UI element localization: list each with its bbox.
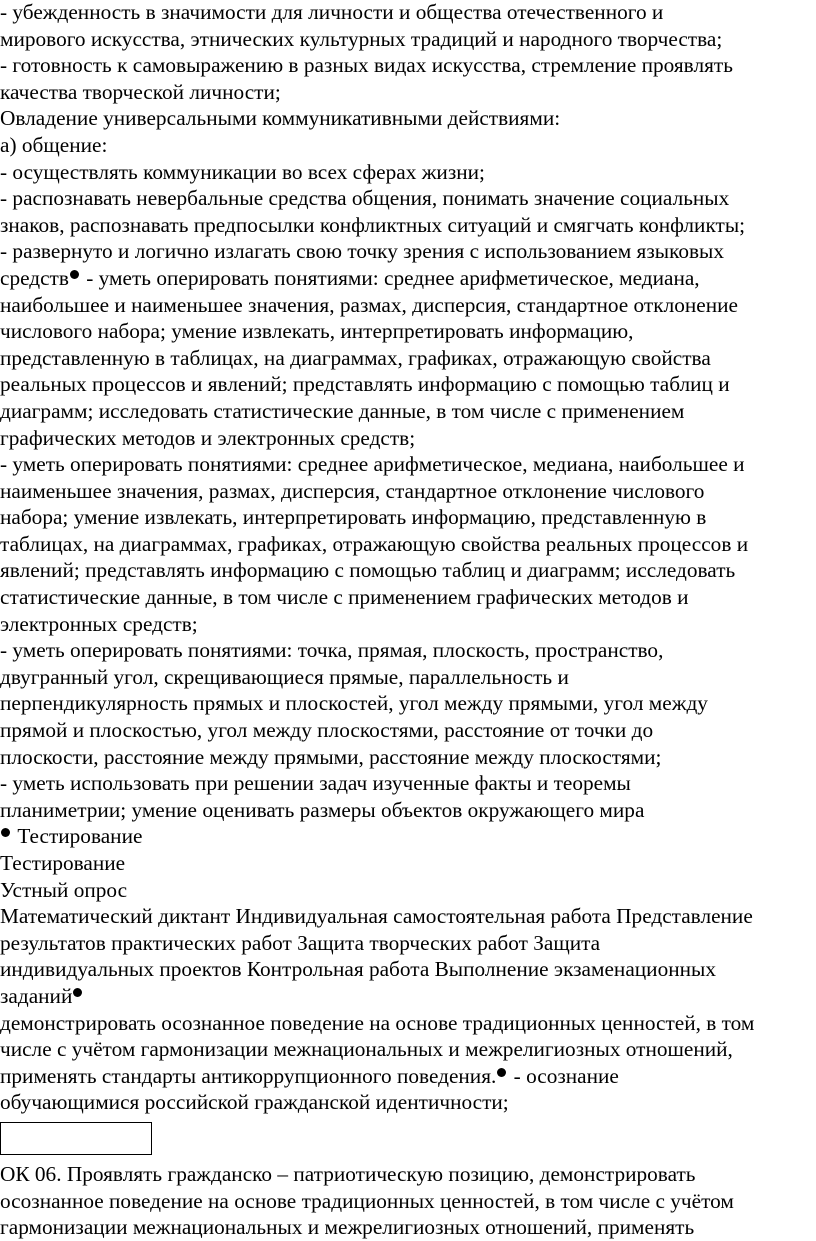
text-segment: применять стандарты антикоррупционного поведения.: [0, 1063, 497, 1088]
bullet-icon: [497, 1068, 506, 1077]
text-line: представленную в таблицах, на диаграммах, графиках, отражающую свойства: [0, 345, 711, 370]
text-line: плоскости, расстояние между прямыми, расстояние между плоскостями;: [0, 744, 662, 769]
text-line: качества творческой личности;: [0, 79, 281, 104]
text-segment: - уметь оперировать понятиями: среднее арифметическое, медиана,: [80, 265, 700, 290]
text-line: Устный опрос: [0, 877, 128, 902]
text-line: графических методов и электронных средств;: [0, 425, 416, 450]
text-line: наименьшее значения, размах, дисперсия, стандартное отклонение числового: [0, 478, 705, 503]
text-line: диаграмм; исследовать статистические данные, в том числе с применением: [0, 398, 685, 423]
text-line: - распознавать невербальные средства общения, понимать значение социальных: [0, 186, 730, 211]
text-line: двугранный угол, скрещивающиеся прямые, параллельность и: [0, 664, 569, 689]
text-line: демонстрировать осознанное поведение на основе традиционных ценностей, в том: [0, 1010, 755, 1035]
text-line: осознанное поведение на основе традиционных ценностей, в том числе с учётом: [0, 1188, 734, 1213]
text-line: перпендикулярность прямых и плоскостей, угол между прямыми, угол между: [0, 691, 708, 716]
text-segment: средств: [0, 265, 69, 290]
text-line: Тестирование: [0, 851, 126, 875]
text-line: индивидуальных проектов Контрольная работа Выполнение экзаменационных: [0, 957, 716, 982]
text-line: гармонизации межнациональных и межрелигиозных отношений, применять: [0, 1215, 695, 1240]
text-line: планиметрии; умение оценивать размеры объектов окружающего мира: [0, 797, 645, 822]
text-segment: - осознание: [508, 1063, 619, 1088]
text-line: результатов практических работ Защита творческих работ Защита: [0, 930, 601, 955]
bullet-icon: [70, 270, 79, 279]
text-line: явлений; представлять информацию с помощью таблиц и диаграмм; исследовать: [0, 558, 736, 583]
bullet-icon: [73, 988, 82, 997]
text-line: [0, 265, 816, 292]
text-line: - уметь использовать при решении задач изученные факты и теоремы: [0, 771, 631, 796]
text-line: - развернуто и логично излагать свою точку зрения с использованием языковых: [0, 239, 724, 264]
text-line: ОК 06. Проявлять гражданско – патриотическую позицию, демонстрировать: [0, 1161, 696, 1186]
text-line: таблицах, на диаграммах, графиках, отражающую свойства реальных процессов и: [0, 531, 749, 556]
text-line: электронных средств;: [0, 611, 198, 636]
text-line: статистические данные, в том числе с применением графических методов и: [0, 585, 689, 610]
text-line: [0, 823, 816, 850]
text-line: Математический диктант Индивидуальная самостоятельная работа Представление: [0, 904, 753, 929]
text-line: [0, 1063, 816, 1090]
text-line: числового набора; умение извлекать, интерпретировать информацию,: [0, 319, 634, 344]
text-line: набора; умение извлекать, интерпретировать информацию, представленную в: [0, 505, 707, 530]
text-segment: заданий: [0, 983, 73, 1008]
text-line: обучающимися российской гражданской идентичности;: [0, 1090, 509, 1115]
text-line: прямой и плоскостью, угол между плоскостями, расстояние от точки до: [0, 718, 654, 743]
text-line: числе с учётом гармонизации межнациональных и межрелигиозных отношений,: [0, 1037, 733, 1062]
text-line: - готовность к самовыражению в разных видах искусства, стремление проявлять: [0, 53, 733, 78]
bullet-icon: [1, 828, 10, 837]
text-line: - уметь оперировать понятиями: точка, прямая, плоскость, пространство,: [0, 638, 664, 663]
text-line: - уметь оперировать понятиями: среднее арифметическое, медиана, наибольшее и: [0, 452, 745, 477]
text-line: а) общение:: [0, 132, 108, 157]
text-line: Овладение универсальными коммуникативными действиями:: [0, 106, 561, 131]
text-line: наибольшее и наименьшее значения, размах, дисперсия, стандартное отклонение: [0, 292, 738, 317]
empty-table-cell: [0, 1122, 152, 1155]
text-line: [0, 983, 816, 1010]
text-segment: Тестирование: [12, 824, 143, 849]
text-line: - убежденность в значимости для личности и общества отечественного и: [0, 0, 664, 24]
text-line: мирового искусства, этнических культурных традиций и народного творчества;: [0, 26, 723, 51]
text-line: - осуществлять коммуникации во всех сферах жизни;: [0, 159, 485, 184]
text-line: знаков, распознавать предпосылки конфликтных ситуаций и смягчать конфликты;: [0, 212, 746, 237]
text-line: реальных процессов и явлений; представлять информацию с помощью таблиц и: [0, 372, 730, 397]
